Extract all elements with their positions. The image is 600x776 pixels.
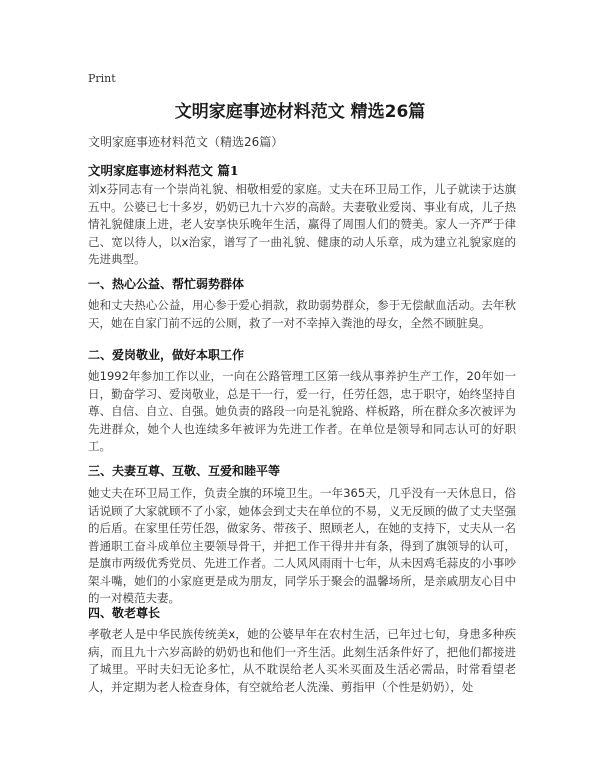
document-subtitle: 文明家庭事迹材料范文（精选26篇）: [88, 135, 284, 149]
section-heading-1: 一、热心公益、帮忙弱势群体: [88, 277, 245, 291]
intro-paragraph: 刘x芬同志有一个崇尚礼貌、相敬相爱的家庭。丈夫在环卫局工作，儿子就读于达旗五中。公婆已七十多岁，奶奶已九十六岁的高龄。夫妻敬业爱岗、事业有成，儿子热情礼貌健康上进，老人安享快乐晚年生活，赢得了周围人们的赞美。家人一齐严于律己、宽以待人，以x治家，谱写了一曲礼貌、健康的动人乐章，成为建立礼貌家庭的先进典型。: [88, 182, 516, 266]
print-link[interactable]: Print: [88, 72, 116, 85]
section-paragraph-2: 她1992年参加工作以业，一向在公路管理工区第一线从事养护生产工作，20年如一日，勤奋学习、爱岗敬业，总是干一行，爱一行，任劳任怨，忠于职守，始终坚持自尊、自信、自立、自强。她负责的路段一向是礼貌路、样板路，所在群众多次被评为先进群众，她个人也连续多年被评为先进工作者。在单位是领导和同志认可的好职工。: [88, 369, 516, 453]
section-paragraph-1: 她和丈夫热心公益，用心参于爱心捐款，救助弱势群众，参于无偿献血活动。去年秋天，她在自家门前不远的公厕，救了一对不幸掉入粪池的母女，全然不顾脏臭。: [88, 298, 516, 330]
section-heading-3: 三、夫妻互尊、互敬、互爱和睦平等: [88, 464, 281, 478]
section-heading-4: 四、敬老尊长: [88, 606, 161, 620]
section-paragraph-4: 孝敬老人是中华民族传统美x，她的公婆早年在农村生活，已年过七旬，身患多种疾病，而且九十六岁高龄的奶奶也和他们一齐生活。此刻生活条件好了，把他们都接进了城里。平时夫妇无论多忙，从不耽误给老人买米买面及生活必需品，时常看望老人，并定期为老人检查身体，有空就给老人洗澡、剪指甲（个性是奶奶），处: [88, 627, 516, 694]
page-title: 文明家庭事迹材料范文 精选26篇: [174, 102, 426, 122]
section-paragraph-3: 她丈夫在环卫局工作，负责全旗的环境卫生。一年365天，几乎没有一天休息日，俗话说顾了大家就顾不了小家，她体会到丈夫在单位的不易，义无反顾的做了丈夫坚强的后盾。在家里任劳任怨，做家务、带孩子、照顾老人，在她的支持下，丈夫从一名普通职工奋斗成单位主要领导骨干，并把工作干得井井有条，得到了旗领导的认可，是旗市两级优秀党员、先进工作者。二人风风雨雨十七年，从未因鸡毛蒜皮的小事吵架斗嘴，她们的小家庭更是成为朋友，同学乐于聚会的温馨场所，是亲戚朋友心目中的一对模范夫妻。: [88, 486, 516, 605]
section-heading-2: 二、爱岗敬业，做好本职工作: [88, 348, 245, 362]
article-heading: 文明家庭事迹材料范文 篇1: [88, 163, 239, 178]
